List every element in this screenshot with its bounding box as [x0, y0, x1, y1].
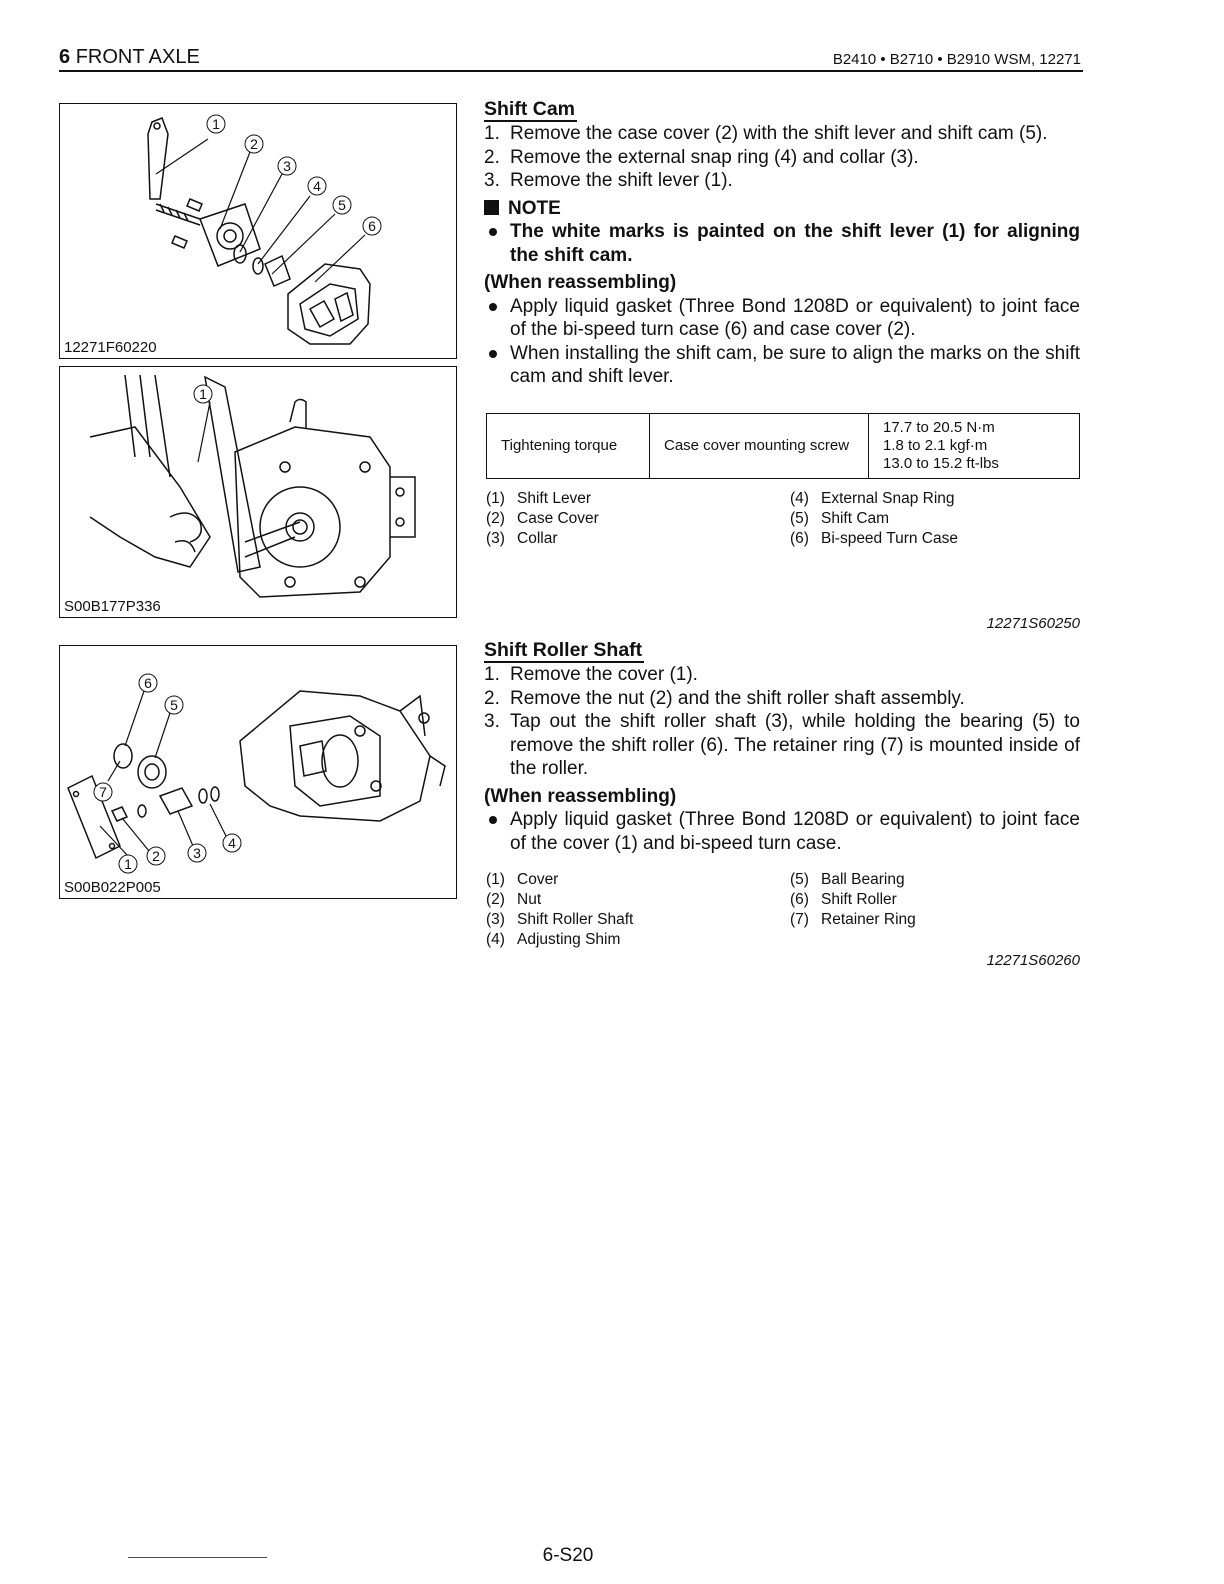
- callout-1: [194, 385, 212, 403]
- svg-text:3: 3: [193, 845, 201, 861]
- svg-text:6: 6: [144, 675, 152, 691]
- step-item: 3. Tap out the shift roller shaft (3), while holding the bearing (5) to remove the shift roller (6). The retainer ring (7) is mounted inside of the roller.: [484, 711, 1080, 779]
- page-number: 6-S20: [542, 1545, 594, 1566]
- section-number: 6: [59, 46, 71, 68]
- shift-cam-section: [484, 98, 1080, 389]
- footer-rule: [128, 1557, 267, 1558]
- shift-roller-legend: [486, 870, 1006, 950]
- callout-5: [165, 696, 183, 714]
- reassembly-heading: (When reassembling): [484, 272, 677, 293]
- legend-item: (2) Nut: [486, 891, 542, 908]
- svg-text:4: 4: [228, 835, 236, 851]
- callout-3: [188, 844, 206, 862]
- svg-text:1: 1: [212, 116, 220, 132]
- callout-1: [207, 115, 225, 133]
- legend-item: (1) Cover: [486, 871, 559, 888]
- legend-item: (1) Shift Lever: [486, 490, 592, 507]
- callout-3: [278, 157, 296, 175]
- model-info: B2410 • B2710 • B2910 WSM, 12271: [832, 51, 1081, 68]
- torque-label: Tightening torque: [487, 414, 650, 479]
- figure-code: S00B177P336: [64, 598, 164, 615]
- legend-item: (5) Ball Bearing: [790, 871, 905, 888]
- page-header: [59, 46, 1083, 72]
- svg-text:5: 5: [170, 697, 178, 713]
- legend-item: (2) Case Cover: [486, 510, 599, 527]
- svg-text:2: 2: [152, 848, 160, 864]
- legend-item: (3) Collar: [486, 530, 558, 547]
- callout-6: [139, 674, 157, 692]
- step-item: 2. Remove the nut (2) and the shift roller shaft assembly.: [484, 687, 965, 709]
- svg-text:1: 1: [199, 386, 207, 402]
- step-item: 1. Remove the cover (1).: [484, 664, 698, 685]
- svg-text:1: 1: [124, 856, 132, 872]
- svg-text:3: 3: [283, 158, 291, 174]
- svg-text:5: 5: [338, 197, 346, 213]
- reassembly-heading: (When reassembling): [484, 785, 677, 807]
- torque-table: [486, 413, 1080, 479]
- svg-text:7: 7: [99, 784, 107, 800]
- figure-code: S00B022P005: [64, 879, 164, 896]
- legend-item: (6) Bi-speed Turn Case: [790, 530, 958, 547]
- callout-4: [308, 177, 326, 195]
- section-heading: [59, 46, 200, 69]
- legend-item: (6) Shift Roller: [790, 891, 897, 908]
- callout-2: [245, 135, 263, 153]
- reference-code: 12271S60260: [986, 952, 1080, 969]
- reassembly-bullet: Apply liquid gasket (Three Bond 1208D or equivalent) to joint face of the cover (1) and bi-speed turn case.: [484, 808, 1080, 855]
- step-item: 2. Remove the external snap ring (4) and collar (3).: [484, 146, 919, 168]
- shift-cam-legend: [486, 489, 1006, 549]
- reassembly-bullet: Apply liquid gasket (Three Bond 1208D or equivalent) to joint face of the bi-speed turn case (6) and case cover (2).: [484, 295, 1080, 342]
- figure-shift-roller-exploded: [59, 645, 457, 899]
- section-title: FRONT AXLE: [75, 46, 200, 68]
- torque-values: 17.7 to 20.5 N·m 1.8 to 2.1 kgf·m 13.0 to 15.2 ft-lbs: [869, 414, 1080, 479]
- callout-5: [333, 196, 351, 214]
- torque-item: Case cover mounting screw: [650, 414, 869, 479]
- svg-text:6: 6: [368, 218, 376, 234]
- shift-roller-exploded-drawing: [60, 646, 456, 898]
- callout-2: [147, 847, 165, 865]
- callout-7: [94, 783, 112, 801]
- legend-item: (7) Retainer Ring: [790, 911, 916, 928]
- legend-item: (5) Shift Cam: [790, 510, 890, 527]
- callout-1: [119, 855, 137, 873]
- note-heading: NOTE: [484, 197, 1080, 221]
- figure-shift-lever-removal: [59, 366, 457, 618]
- figure-shift-cam-exploded: [59, 103, 457, 359]
- callout-6: [363, 217, 381, 235]
- note-square-icon: [484, 200, 499, 215]
- shift-lever-removal-drawing: [60, 367, 456, 617]
- legend-item: (4) External Snap Ring: [790, 490, 955, 507]
- figure-code: 12271F60220: [64, 339, 160, 356]
- shift-cam-exploded-drawing: [60, 104, 456, 358]
- legend-item: (3) Shift Roller Shaft: [486, 911, 634, 928]
- note-bullet: The white marks is painted on the shift lever (1) for aligning the shift cam.: [484, 220, 1080, 267]
- svg-text:2: 2: [250, 136, 258, 152]
- reassembly-bullet: When installing the shift cam, be sure to align the marks on the shift cam and shift lever.: [484, 342, 1080, 389]
- legend-item: (4) Adjusting Shim: [486, 931, 621, 948]
- step-item: 1. Remove the case cover (2) with the shift lever and shift cam (5).: [484, 123, 1048, 144]
- step-item: 3. Remove the shift lever (1).: [484, 170, 733, 191]
- reference-code: 12271S60250: [986, 615, 1080, 632]
- section-heading-shift-cam: Shift Cam: [484, 98, 576, 120]
- callout-4: [223, 834, 241, 852]
- section-heading-shift-roller: Shift Roller Shaft: [484, 639, 643, 661]
- svg-text:4: 4: [313, 178, 321, 194]
- shift-roller-section: [484, 639, 1080, 855]
